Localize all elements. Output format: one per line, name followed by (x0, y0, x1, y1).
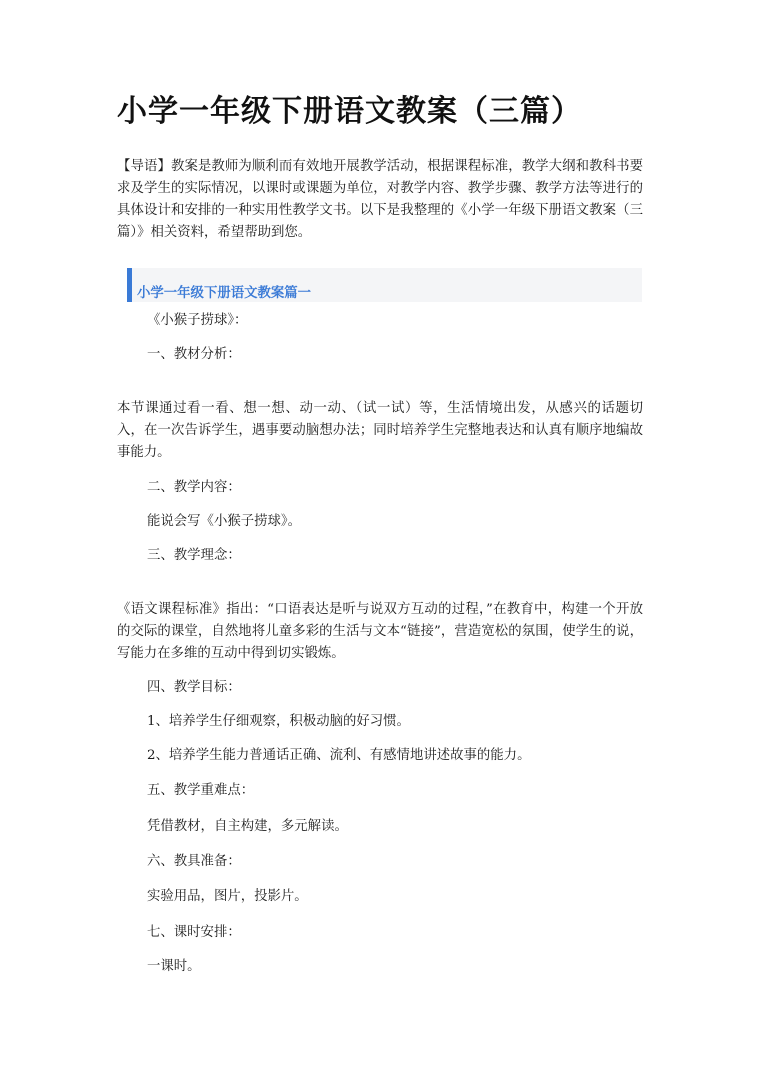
s6-body: 实验用品，图片，投影片。 (147, 889, 308, 904)
s5-heading: 五、教学重难点： (147, 783, 255, 798)
s3-heading: 三、教学理念： (147, 548, 241, 563)
s1-body: 本节课通过看一看、想一想、动一动、（试一试）等，生活情境出发，从感兴的话题切入，在一次告诉学生，遇事要动脑想办法；同时培养学生完整地表达和认真有顺序地编故事能力。 (117, 401, 643, 460)
section-heading: 小学一年级下册语文教案篇一 (137, 286, 312, 301)
s3-body: 《语文课程标准》指出：“口语表达是听与说双方互动的过程，”在教育中，构建一个开放的交际的课堂，自然地将儿童多彩的生活与文本“链接”，营造宽松的氛围，使学生的说，写能力在多维的互动中得到切实锻炼。 (117, 602, 643, 661)
s1-heading: 一、教材分析： (147, 347, 241, 362)
s7-body: 一课时。 (147, 959, 201, 974)
s4-item-2: 2、培养学生能力普通话正确、流利、有感情地讲述故事的能力。 (147, 748, 531, 763)
s4-item-1: 1、培养学生仔细观察，积极动脑的好习惯。 (147, 714, 410, 729)
s4-heading: 四、教学目标： (147, 680, 241, 695)
s5-body: 凭借教材，自主构建，多元解读。 (147, 819, 348, 834)
s2-body: 能说会写《小猴子捞球》。 (147, 514, 301, 529)
intro-paragraph: 【导语】教案是教师为顺利而有效地开展教学活动，根据课程标准，教学大纲和教科书要求及学生的实际情况，以课时或课题为单位，对教学内容、教学步骤、教学方法等进行的具体设计和安排的一种实用性教学文书。以下是我整理的《小学一年级下册语文教案（三篇）》相关资料，希望帮助到您。 (117, 159, 643, 240)
s7-heading: 七、课时安排： (147, 925, 241, 940)
section-heading-box (127, 268, 642, 302)
s6-heading: 六、教具准备： (147, 854, 241, 869)
s2-heading: 二、教学内容： (147, 480, 241, 495)
document-title: 小学一年级下册语文教案（三篇） (117, 94, 582, 129)
lesson-title: 《小猴子捞球》： (147, 313, 248, 328)
